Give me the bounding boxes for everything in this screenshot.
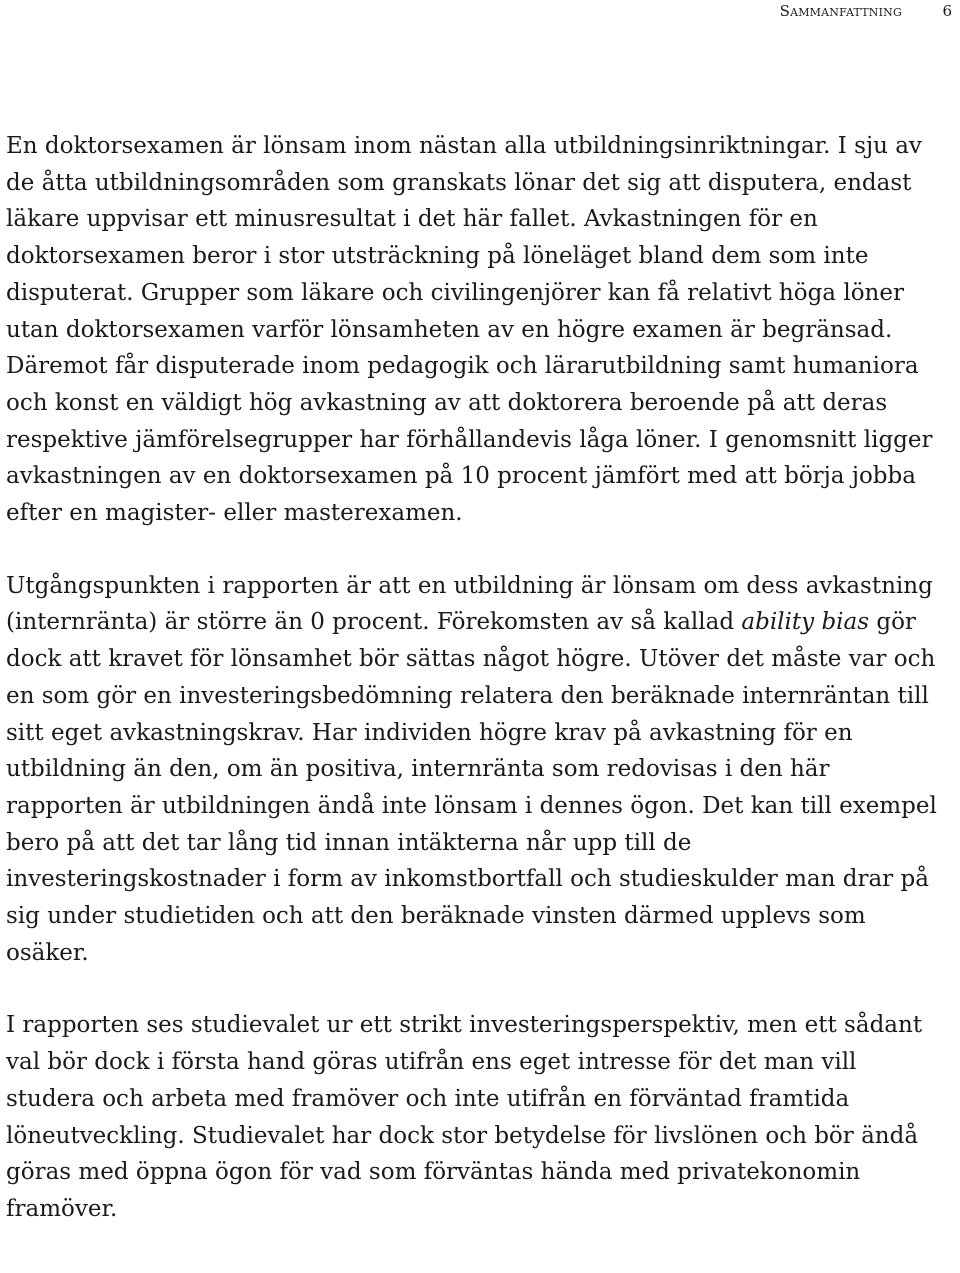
- paragraph-starting-point: [6, 568, 940, 972]
- body-text: [6, 128, 940, 1264]
- paragraph-results: En doktorsexamen är lönsam inom nästan alla utbildningsinriktningar. I sju av de åtta utbildningsområden som granskats lönar det sig att disputera, endast läkare uppvisar ett minusresultat i det här fallet. Avkastningen för en doktorsexamen beror i stor utsträckning på löneläget bland dem som inte disputerat. Grupper som läkare och civilingenjörer kan få relativt höga löner utan doktorsexamen varför lönsamheten av en högre examen är begränsad. Däremot får disputerade inom pedagogik och lärarutbildning samt humaniora och konst en väldigt hög avkastning av att doktorera beroende på att deras respektive jämförelsegrupper har förhållandevis låga löner. I genomsnitt ligger avkastningen av en doktorsexamen på 10 procent jämfört med att börja jobba efter en magister- eller masterexamen.: [6, 133, 933, 527]
- paragraph-text-after: gör dock att kravet för lönsamhet bör sättas något högre. Utöver det måste var och en som gör en investeringsbedömning relatera den beräknade internräntan till sitt eget avkastningskrav. Har individen högre krav på avkastning för en utbildning än den, om än positiva, internränta som redovisas i den här rapporten är utbildningen ändå inte lönsam i dennes ögon. Det kan till exempel bero på att det tar lång tid innan intäkterna når upp till de investeringskostnader i form av inkomstbortfall och studieskulder man drar på sig under studietiden och att den beräknade vinsten därmed upplevs som osäker.: [6, 609, 937, 966]
- page-number: 6: [942, 2, 952, 20]
- paragraph-perspective: I rapporten ses studievalet ur ett strikt investeringsperspektiv, men ett sådant val bör dock i första hand göras utifrån ens eget intresse för det man vill studera och arbeta med framöver och inte utifrån en förväntad framtida löneutveckling. Studievalet har dock stor betydelse för livslönen och bör ändå göras med öppna ögon för vad som förväntas hända med privatekonomin framöver.: [6, 1012, 923, 1222]
- ability-bias-term: ability bias: [741, 609, 870, 636]
- running-header: [0, 0, 960, 22]
- paragraph-text-before: Utgångspunkten i rapporten är att en utbildning är lönsam om dess avkastning (internränta) är större än 0 procent. Förekomsten av så kallad: [6, 572, 933, 636]
- section-title: Sammanfattning: [779, 2, 902, 20]
